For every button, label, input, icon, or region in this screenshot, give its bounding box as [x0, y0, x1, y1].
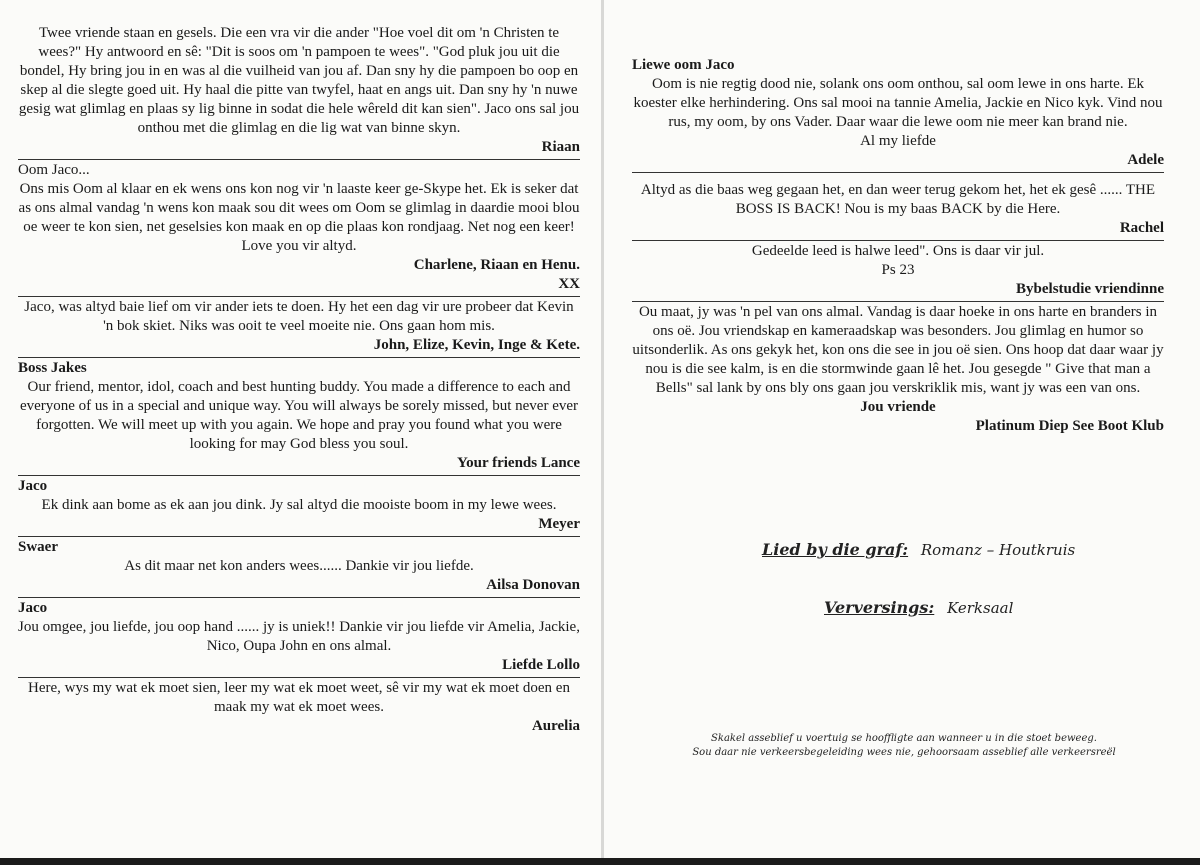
message-riaan [18, 24, 580, 157]
message-charlene [18, 159, 580, 294]
verversings-value: Kerksaal [947, 599, 1014, 617]
message-salutation: Jaco [18, 478, 48, 494]
message-signature: Bybelstudie vriendinne [1016, 281, 1164, 297]
message-john-elize [18, 296, 580, 355]
message-body: Jou omgee, jou liefde, jou oop hand ...... jy is uniek!! Dankie vir jou liefde vir Amelia, Jackie, Nico, Oupa John en ons almal. [18, 619, 580, 654]
message-signature: Rachel [1119, 220, 1164, 236]
message-salutation: Jaco [18, 600, 48, 616]
message-salutation: Boss Jakes [18, 360, 87, 376]
message-salutation: Swaer [18, 539, 58, 555]
message-body: Ons mis Oom al klaar en ek wens ons kon nog vir 'n laaste keer ge-Skype het. Ek is seker dat as ons almal vandag 'n wens kon maak sou dit wees om Oom se glimlag in daardie mooi blou oe weer te kon sien, net geselsies kon maak en op die plaas kon rondjaag. Net nog een keer! [18, 181, 580, 235]
message-salutation: Oom Jaco... [18, 162, 90, 178]
left-column [18, 24, 580, 736]
message-platinum [632, 301, 1164, 436]
message-body: Here, wys my wat ek moet sien, leer my wat ek moet weet, sê vir my wat ek moet doen en maak my wat ek moet wees. [28, 680, 570, 715]
message-salutation: Liewe oom Jaco [632, 57, 735, 73]
traffic-notice-line-2: Sou daar nie verkeersbegeleiding wees nie, gehoorsaam asseblief alle verkeersreël [692, 747, 1116, 758]
message-lance [18, 357, 580, 473]
message-signature: Your friends Lance [456, 455, 580, 471]
message-bybelstudie [632, 240, 1164, 299]
message-signature: Platinum Diep See Boot Klub [975, 418, 1164, 434]
message-signature: Riaan [541, 139, 580, 155]
message-signature: Ailsa Donovan [486, 577, 580, 593]
message-closing: Jou vriende [860, 399, 936, 415]
message-signature: John, Elize, Kevin, Inge & Kete. [373, 337, 580, 353]
verversings-label: Verversings: [824, 598, 935, 617]
message-signature: Meyer [538, 516, 580, 532]
scan-bottom-edge [0, 858, 1200, 865]
message-aurelia [18, 677, 580, 736]
message-body: Jaco, was altyd baie lief om vir ander iets te doen. Hy het een dag vir ure probeer dat Kevin 'n bok skiet. Niks was ooit te veel moeite nie. Ons gaan hom mis. [24, 299, 574, 334]
message-signature-kisses: XX [558, 276, 580, 292]
message-body: As dit maar net kon anders wees...... Dankie vir jou liefde. [124, 558, 474, 574]
lied-label: Lied by die graf: [762, 540, 909, 559]
message-body: Ou maat, jy was 'n pel van ons almal. Vandag is daar hoeke in ons harte en branders in ons oë. Jou vriendskap en kameraadskap was besonders. Jou glimlag en humor so uitsonderlik. As ons gekyk het, kon ons die see in jou oë sien. Ons hoop dat daar waar jy nou is die see kalm, is en die stormwinde gaan lê het. Jou gesegde " Give that man a Bells" sal lank by ons bly ons gaan jou verskriklik mis, want jy was een van ons. [632, 304, 1164, 396]
right-page [604, 0, 1200, 858]
message-rachel [632, 172, 1164, 238]
lied-value: Romanz – Houtkruis [920, 541, 1076, 559]
message-body: Oom is nie regtig dood nie, solank ons oom onthou, sal oom lewe in ons harte. Ek koester elke herhindering. Ons sal mooi na tannie Amelia, Jackie en Nico kyk. Vind nou rus, my oom, by ons Vader. Daar waar die lewe oom nie meer kan brand nie. [633, 76, 1163, 130]
message-closing: Love you vir altyd. [241, 238, 357, 254]
message-body: Our friend, mentor, idol, coach and best hunting buddy. You made a difference to each and everyone of us in a special and unique way. You will always be sorely missed, but never ever forgotten. We will meet up with you again. We hope and pray you found what you were looking for may God bless you soul. [19, 379, 579, 452]
verversings [824, 598, 1124, 617]
right-column [632, 56, 1164, 436]
message-signature: Charlene, Riaan en Henu. [413, 257, 580, 273]
message-lollo [18, 597, 580, 675]
message-signature: Adele [1127, 152, 1164, 168]
message-body: Ek dink aan bome as ek aan jou dink. Jy sal altyd die mooiste boom in my lewe wees. [41, 497, 557, 513]
left-page [0, 0, 601, 858]
message-meyer [18, 475, 580, 534]
message-signature: Liefde Lollo [502, 657, 580, 673]
traffic-notice-line-1: Skakel asseblief u voertuig se hooffligte aan wanneer u in die stoet beweeg. [711, 733, 1097, 744]
message-body: Altyd as die baas weg gegaan het, en dan weer terug gekom het, het ek gesê ...... THE BOSS IS BACK! Nou is my baas BACK by die Here. [640, 182, 1156, 217]
message-body: Gedeelde leed is halwe leed". Ons is daar vir jul. [751, 243, 1045, 259]
message-ailsa [18, 536, 580, 595]
message-closing: Ps 23 [881, 262, 915, 278]
traffic-notice [664, 732, 1144, 760]
message-adele [632, 56, 1164, 170]
message-closing: Al my liefde [860, 133, 936, 149]
lied-by-die-graf [762, 540, 1082, 559]
message-body: Twee vriende staan en gesels. Die een vra vir die ander "Hoe voel dit om 'n Christen te wees?" Hy antwoord en sê: "Dit is soos om 'n pampoen te wees". "God pluk jou uit die bondel, Hy bring jou in en was al die vuilheid van jou af. Dan sny hy die pampoen bo oop en skep al die slegte goed uit. Hy haal die pitte van twyfel, haat en angs uit. Dan sny hy 'n nuwe gesig wat glimlag en plaas sy lig binne in sodat die hele wêreld dit kan sien". Jaco ons sal jou onthou met die glimlag en die lig wat van binne skyn. [18, 25, 580, 136]
message-signature: Aurelia [531, 718, 580, 734]
